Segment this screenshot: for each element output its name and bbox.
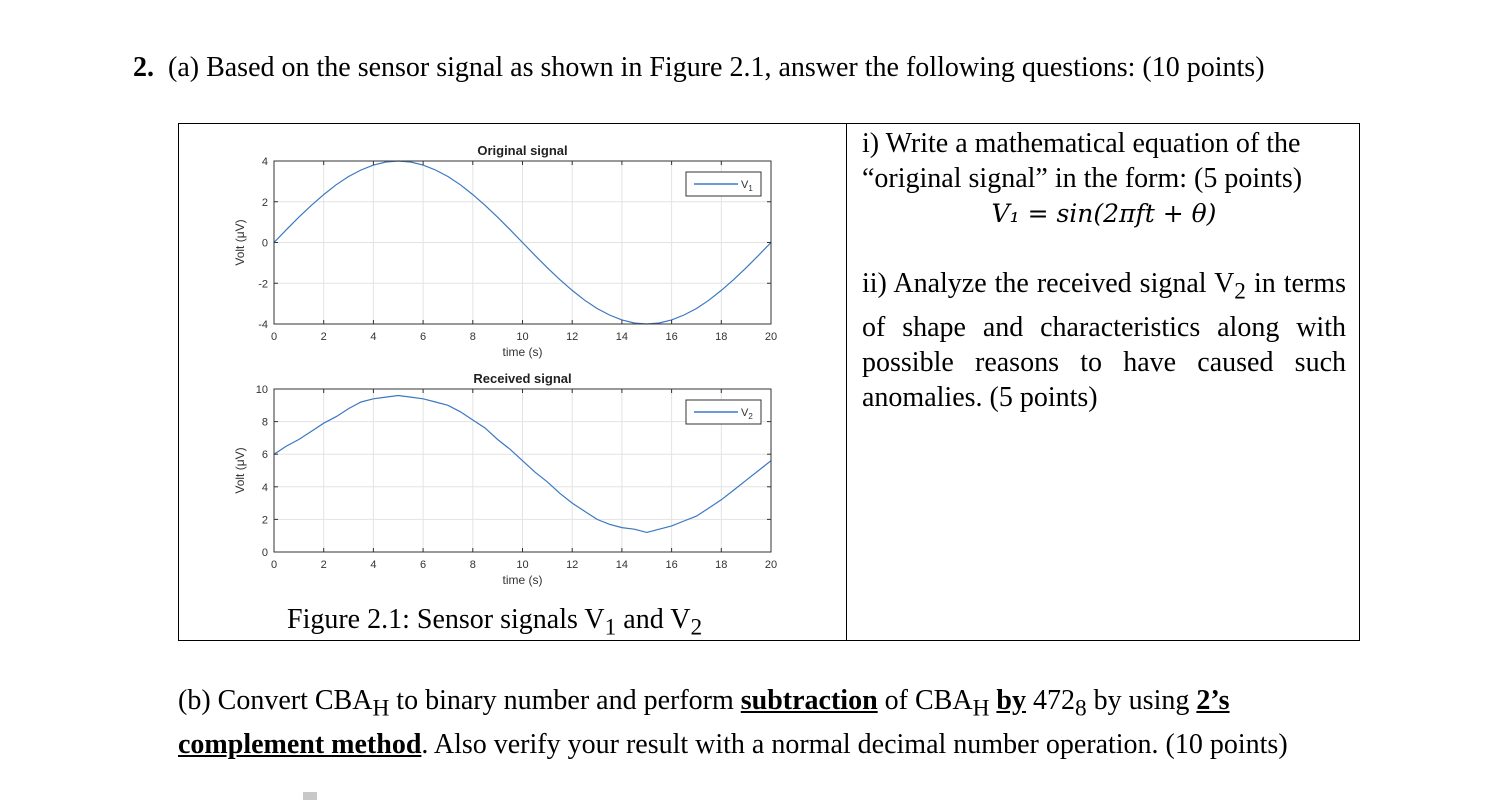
part-b-question: (b) Convert $CBA_H$ to binary number and perform subtraction of $CBA_H$ by $472_8$ by using 2’s complement method. Also verify your result with a normal decimal number operation. (10 points) — [178, 685, 1288, 760]
chart2-xtick-label: 14 — [615, 559, 629, 571]
question-ii-text: ii) Analyze the received signal $V_2$ in terms of shape and characteristics along with possible reasons to have caused such anomalies. (5 points) — [862, 268, 1346, 413]
chart1-title: Original signal — [477, 143, 568, 158]
chart1-ytick-label: 4 — [261, 156, 268, 168]
chart2-xtick-label: 20 — [764, 559, 778, 571]
question-table — [178, 123, 1360, 641]
chart1-xtick-label: 16 — [665, 331, 678, 343]
chart2-xlabel: time (s) — [502, 573, 543, 587]
part-a-questions — [862, 126, 1346, 415]
chart2-xtick-label: 8 — [469, 559, 476, 571]
question-intro: (a) Based on the sensor signal as shown in Figure 2.1, answer the following questions: (10 points) — [168, 52, 1265, 83]
chart2-ytick-label: 10 — [255, 384, 268, 396]
table-divider — [846, 124, 847, 640]
chart1-xlabel: time (s) — [502, 345, 543, 359]
chart1-xtick-label: 4 — [370, 331, 377, 343]
question-i-text: i) Write a mathematical equation of the “original signal” in the form: (5 points) — [862, 128, 1303, 194]
chart2-ytick-label: 0 — [261, 547, 268, 559]
chart2-xtick-label: 4 — [370, 559, 377, 571]
question-header — [133, 52, 1265, 84]
chart1-xtick-label: 14 — [615, 331, 629, 343]
chart2-xtick-label: 2 — [320, 559, 327, 571]
question-number: 2. — [133, 52, 154, 83]
chart2-ytick-label: 6 — [261, 449, 268, 462]
question-i-formula: V₁ = sin(2πft + θ) — [991, 199, 1217, 228]
chart1-xtick-label: 12 — [566, 331, 579, 343]
chart1-legend-subscript: 1 — [748, 184, 753, 193]
chart1-ylabel: Volt (μV) — [233, 219, 247, 266]
chart2-legend-label: $V_2$ — [741, 407, 753, 421]
chart2-ylabel: Volt (μV) — [233, 447, 247, 494]
figure-caption: Figure 2.1: Sensor signals $V_1$ and $V_2$ — [287, 604, 703, 641]
chart1-legend-label: $V_1$ — [741, 179, 753, 193]
subtraction-emphasis: subtraction — [740, 685, 878, 716]
chart1-ytick-label: -2 — [258, 278, 268, 291]
chart1-ytick-label: 0 — [261, 237, 268, 250]
chart1-ytick-label: -4 — [258, 319, 268, 331]
chart1-xtick-label: 2 — [320, 331, 327, 343]
chart2-ytick-label: 8 — [261, 416, 268, 429]
chart1-xtick-label: 20 — [764, 331, 778, 343]
chart2-xtick-label: 6 — [420, 559, 427, 571]
chart2-xtick-label: 18 — [715, 559, 728, 571]
chart2-xtick-label: 0 — [270, 559, 278, 571]
chart2-xtick-label: 12 — [566, 559, 579, 571]
method-emphasis: 2’s complement method — [178, 685, 1230, 760]
chart1-xtick-label: 0 — [270, 331, 278, 343]
chart2-ytick-label: 2 — [261, 514, 268, 527]
chart2-xtick-label: 10 — [516, 559, 529, 571]
chart2-xtick-label: 16 — [665, 559, 678, 571]
chart1-xtick-label: 10 — [516, 331, 529, 343]
chart1-xtick-label: 18 — [715, 331, 728, 343]
chart2-legend-subscript: 2 — [748, 412, 753, 421]
by-emphasis: by — [996, 685, 1026, 716]
chart1-ytick-label: 2 — [261, 196, 268, 209]
chart2-title: Received signal — [473, 371, 572, 386]
chart2-ytick-label: 4 — [261, 481, 268, 494]
text-cursor-marker — [303, 792, 317, 800]
chart1-xtick-label: 8 — [469, 331, 476, 343]
figure-svg — [179, 124, 846, 604]
chart1-xtick-label: 6 — [420, 331, 427, 343]
